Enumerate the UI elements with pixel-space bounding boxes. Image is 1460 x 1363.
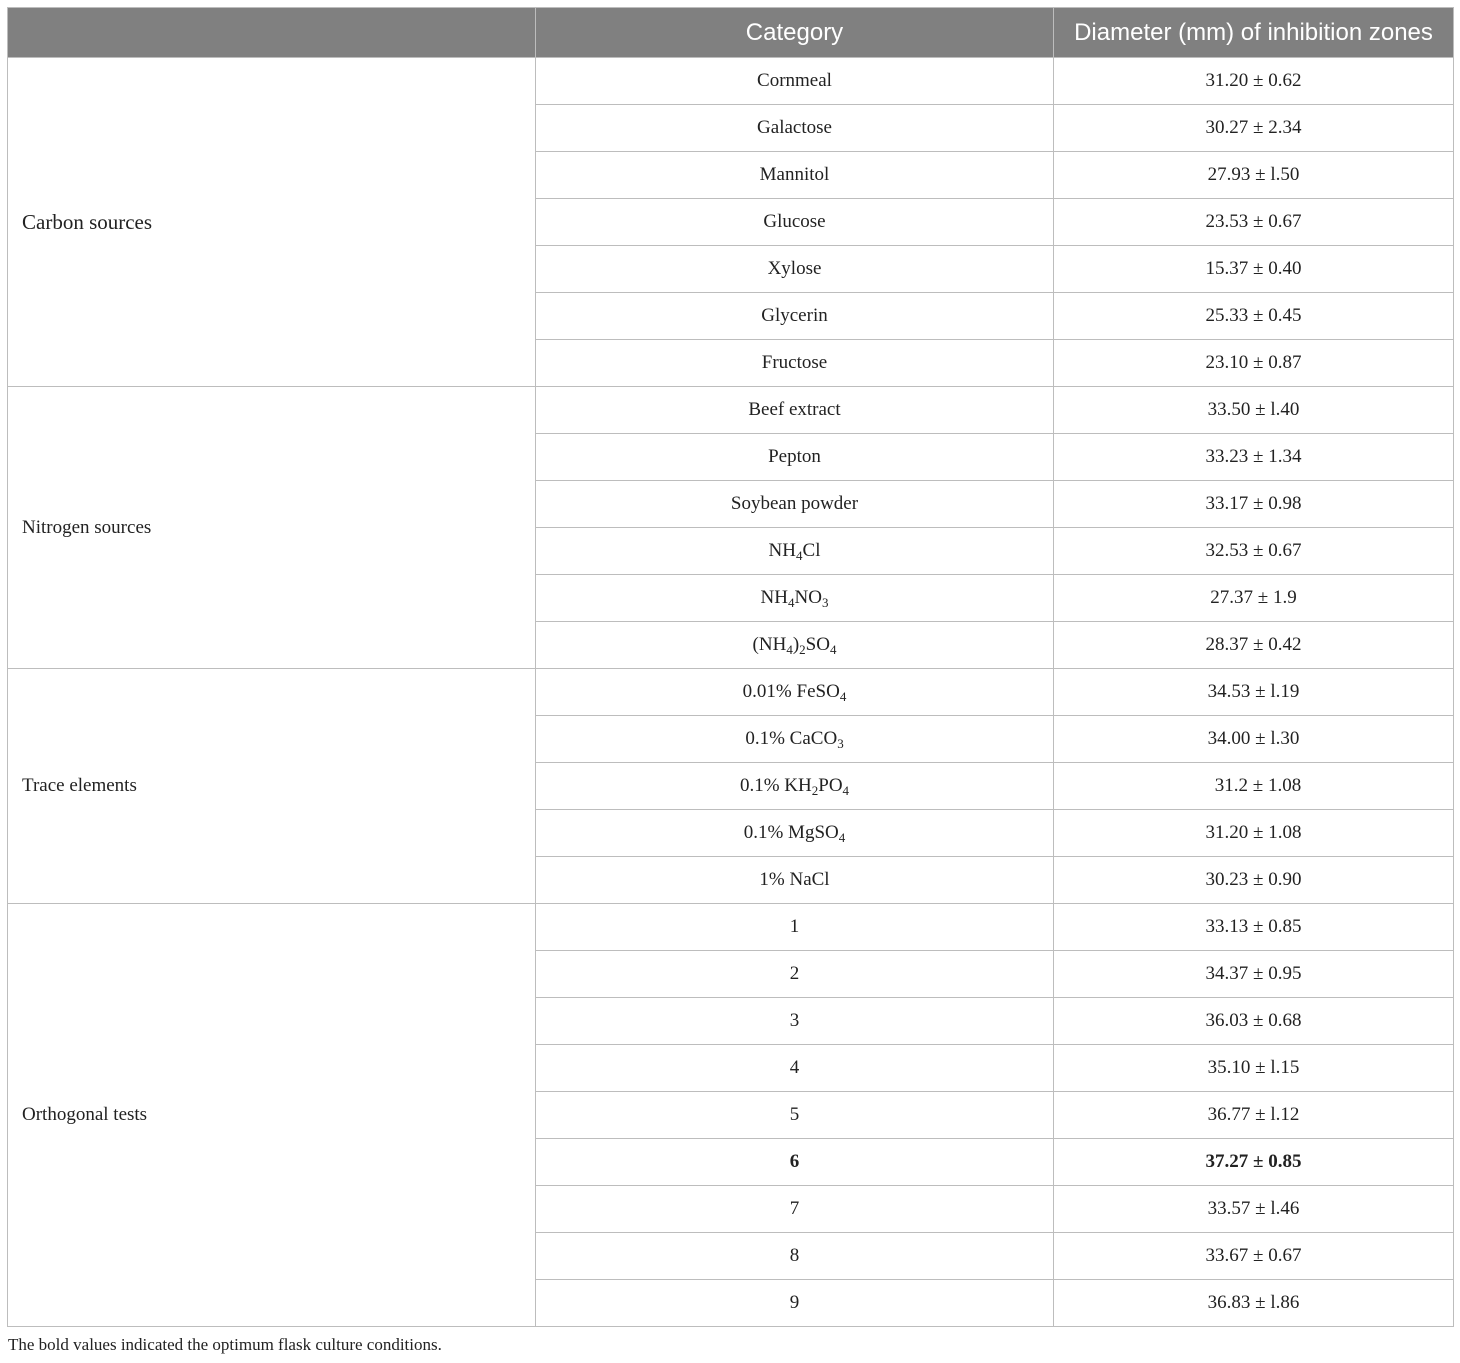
value-cell: 37.27 ± 0.85 — [1054, 1139, 1454, 1186]
table-row — [8, 904, 1454, 951]
category-cell: 1% NaCl — [536, 857, 1054, 904]
category-cell: 3 — [536, 998, 1054, 1045]
category-cell: $NH_4Cl$ — [536, 528, 1054, 575]
category-cell: 0.1% MgSO$_4$ — [536, 810, 1054, 857]
value-cell: 34.00 ± l.30 — [1054, 716, 1454, 763]
category-cell: Glucose — [536, 199, 1054, 246]
value-cell: 33.13 ± 0.85 — [1054, 904, 1454, 951]
table-row — [8, 58, 1454, 105]
category-cell: Soybean powder — [536, 481, 1054, 528]
category-cell: 9 — [536, 1280, 1054, 1327]
value-text: 31.2 ± 1.08 — [1214, 775, 1302, 796]
value-cell: 36.77 ± l.12 — [1054, 1092, 1454, 1139]
category-cell: Glycerin — [536, 293, 1054, 340]
group-label-orthogonal-tests: Orthogonal tests — [8, 904, 536, 1327]
category-cell: 4 — [536, 1045, 1054, 1092]
value-cell: 33.57 ± l.46 — [1054, 1186, 1454, 1233]
value-cell: 33.67 ± 0.67 — [1054, 1233, 1454, 1280]
value-cell: 31.20 ± 0.62 — [1054, 58, 1454, 105]
category-cell: $(NH_4)_2SO_4$ — [536, 622, 1054, 669]
value-cell: 36.83 ± l.86 — [1054, 1280, 1454, 1327]
value-cell: 36.03 ± 0.68 — [1054, 998, 1454, 1045]
value-cell: 30.23 ± 0.90 — [1054, 857, 1454, 904]
category-cell: 2 — [536, 951, 1054, 998]
category-cell: 8 — [536, 1233, 1054, 1280]
category-cell: Fructose — [536, 340, 1054, 387]
category-cell: 1 — [536, 904, 1054, 951]
value-cell: 15.37 ± 0.40 — [1054, 246, 1454, 293]
category-cell: 5 — [536, 1092, 1054, 1139]
category-cell: 0.1% $KH_2PO_4$ — [536, 763, 1054, 810]
value-cell: 27.93 ± l.50 — [1054, 152, 1454, 199]
header-group-cell — [8, 8, 536, 58]
group-label-nitrogen-sources: Nitrogen sources — [8, 387, 536, 669]
header-row — [8, 8, 1454, 58]
value-cell: 23.53 ± 0.67 — [1054, 199, 1454, 246]
value-cell: 31.20 ± 1.08 — [1054, 810, 1454, 857]
table-footnote: The bold values indicated the optimum flask culture conditions. — [8, 1335, 442, 1354]
value-cell: 34.53 ± l.19 — [1054, 669, 1454, 716]
category-cell: Pepton — [536, 434, 1054, 481]
category-cell: 0.01% FeSO$_4$ — [536, 669, 1054, 716]
value-cell: 33.17 ± 0.98 — [1054, 481, 1454, 528]
value-cell: 25.33 ± 0.45 — [1054, 293, 1454, 340]
value-cell: 32.53 ± 0.67 — [1054, 528, 1454, 575]
value-cell: 28.37 ± 0.42 — [1054, 622, 1454, 669]
group-label-trace-elements: Trace elements — [8, 669, 536, 904]
category-cell: 7 — [536, 1186, 1054, 1233]
value-cell: 35.10 ± l.15 — [1054, 1045, 1454, 1092]
category-cell: $NH_4NO_3$ — [536, 575, 1054, 622]
results-table — [7, 7, 1454, 1327]
category-cell: 0.1% CaCO$_3$ — [536, 716, 1054, 763]
table-row — [8, 387, 1454, 434]
value-cell: 27.37 ± 1.9 — [1054, 575, 1454, 622]
category-cell: Galactose — [536, 105, 1054, 152]
value-cell: 34.37 ± 0.95 — [1054, 951, 1454, 998]
header-category: Category — [536, 8, 1054, 58]
value-cell: 33.23 ± 1.34 — [1054, 434, 1454, 481]
group-label-carbon-sources: Carbon sources — [8, 58, 536, 387]
table-row — [8, 669, 1454, 716]
category-cell: Beef extract — [536, 387, 1054, 434]
value-cell: 33.50 ± l.40 — [1054, 387, 1454, 434]
category-cell: Mannitol — [536, 152, 1054, 199]
category-cell: 6 — [536, 1139, 1054, 1186]
category-cell: Xylose — [536, 246, 1054, 293]
value-cell: 23.10 ± 0.87 — [1054, 340, 1454, 387]
header-diameter: Diameter (mm) of inhibition zones — [1054, 8, 1454, 58]
value-cell — [1054, 763, 1454, 810]
category-cell: Cornmeal — [536, 58, 1054, 105]
value-cell: 30.27 ± 2.34 — [1054, 105, 1454, 152]
